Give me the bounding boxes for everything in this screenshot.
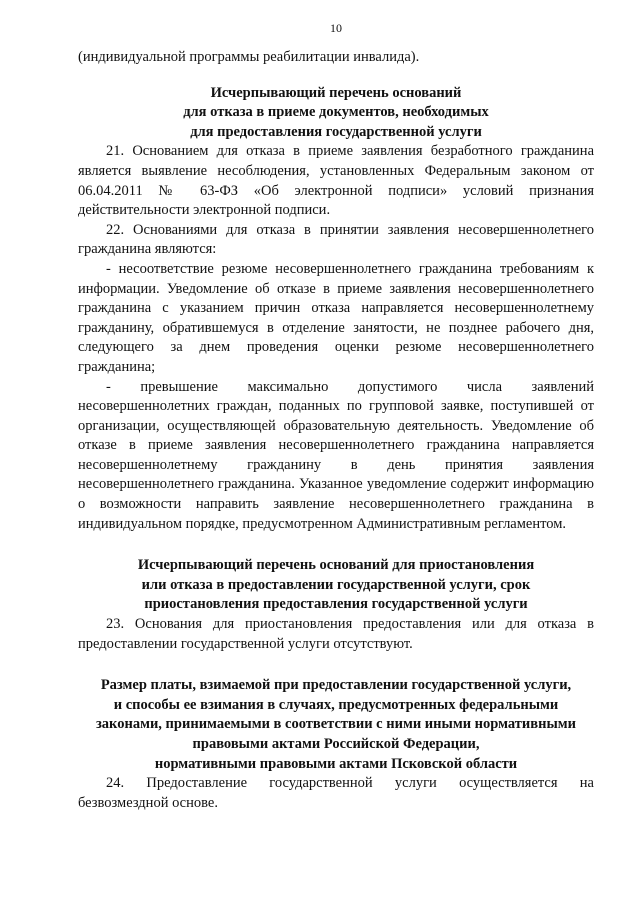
- paragraph-22-item-2: - превышение максимально допустимого числа заявлений несовершеннолетних граждан, поданных по групповой заявке, поступившей от организации, осуществляющей образовательную деятельность. Уведомление об отказе в приеме заявления несовершеннолетнего гражданина направляется несовершеннолетнему гражданину в день принятия заявления несовершеннолетнего гражданина. Указанное уведомление содержит информацию о возможности направить заявление несовершеннолетнего гражданина в индивидуальном порядке, предусмотренном Административным регламентом.: [78, 378, 594, 532]
- section1-heading: [78, 84, 594, 143]
- page-number: 10: [330, 21, 342, 35]
- section1-heading-line: для отказа в приеме документов, необходимых: [183, 104, 489, 121]
- section3-heading-line: законами, принимаемыми в соответствии с ними иными нормативными: [95, 716, 576, 733]
- section3-heading-line: Размер платы, взимаемой при предоставлении государственной услуги,: [100, 677, 572, 694]
- intro-line: (индивидуальной программы реабилитации инвалида).: [78, 49, 420, 65]
- section3-heading: [78, 676, 594, 774]
- section2-heading-line: приостановления предоставления государственной услуги: [144, 596, 528, 613]
- section2-heading-line: Исчерпывающий перечень оснований для приостановления: [137, 557, 535, 574]
- section2-heading-line: или отказа в предоставлении государственной услуги, срок: [141, 576, 531, 593]
- paragraph-21: 21. Основанием для отказа в приеме заявления безработного гражданина является выявление несоблюдения, установленных Федеральным законом от 06.04.2011 № 63-ФЗ «Об электронной подписи» условий признания действительности электронной подписи.: [78, 143, 594, 219]
- section2-heading: [78, 556, 594, 615]
- paragraph-24: 24. Предоставление государственной услуги осуществляется на безвозмездной основе.: [78, 775, 594, 811]
- paragraph-23: 23. Основания для приостановления предоставления или для отказа в предоставлении государственной услуги отсутствуют.: [78, 616, 594, 652]
- section3-heading-line: правовыми актами Российской Федерации,: [192, 736, 480, 752]
- paragraph-22: 22. Основаниями для отказа в принятии заявления несовершеннолетнего гражданина являются:: [78, 221, 594, 258]
- section1-heading-line: для предоставления государственной услуги: [190, 123, 482, 140]
- section1-heading-line: Исчерпывающий перечень оснований: [210, 84, 462, 101]
- section3-heading-line: и способы ее взимания в случаях, предусмотренных федеральными: [113, 696, 559, 713]
- paragraph-22-item-1: - несоответствие резюме несовершеннолетнего гражданина требованиям к информации. Уведомление об отказе в приеме заявления несовершеннолетнего гражданина с указанием причин отказа направляется несовершеннолетнему гражданину, обратившемуся в отделение занятости, не позднее рабочего дня, следующего за днем проведения оценки резюме несовершеннолетнего гражданина;: [78, 260, 594, 375]
- section3-heading-line: нормативными правовыми актами Псковской области: [154, 755, 518, 772]
